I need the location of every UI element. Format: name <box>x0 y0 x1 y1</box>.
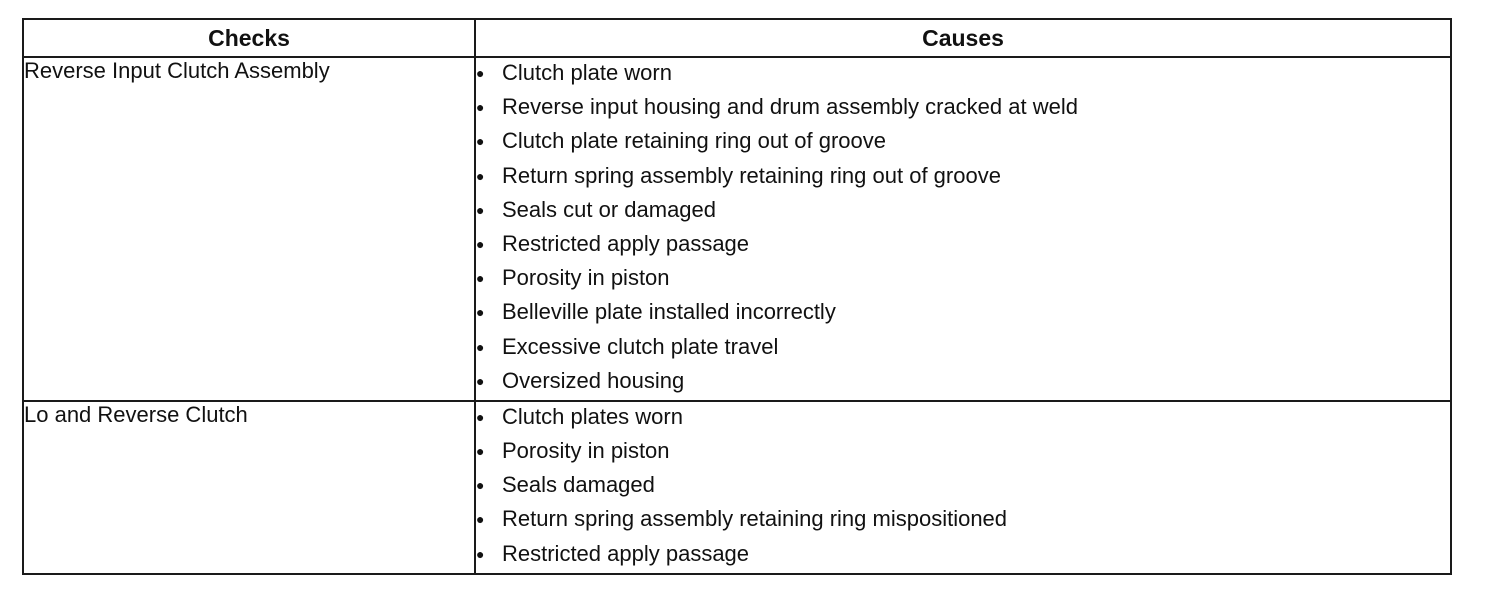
list-item <box>476 229 1450 263</box>
list-item <box>476 402 1450 436</box>
list-item <box>476 195 1450 229</box>
list-item <box>476 297 1450 331</box>
bullet-icon: ● <box>476 167 485 184</box>
cause-text: Oversized housing <box>502 367 685 393</box>
list-item <box>476 366 1450 400</box>
table-row <box>23 57 1451 401</box>
cause-text: Clutch plate retaining ring out of groove <box>502 128 887 154</box>
list-item <box>476 436 1450 470</box>
cause-text: Porosity in piston <box>502 265 670 291</box>
bullet-icon: ● <box>476 511 485 528</box>
bullet-icon: ● <box>476 235 485 252</box>
bullet-icon: ● <box>476 304 485 321</box>
cause-text: Excessive clutch plate travel <box>502 333 779 359</box>
causes-column-header: Causes <box>475 19 1451 57</box>
cause-text: Clutch plate worn <box>502 60 672 85</box>
cause-list <box>476 402 1450 573</box>
cause-text: Clutch plates worn <box>502 403 683 429</box>
bullet-icon: ● <box>476 201 485 218</box>
cause-text: Restricted apply passage <box>502 230 750 256</box>
bullet-icon: ● <box>476 338 485 355</box>
check-cell-lo-and-reverse-clutch: Lo and Reverse Clutch <box>23 401 475 574</box>
cause-text: Restricted apply passage <box>502 540 750 566</box>
bullet-icon: ● <box>476 133 485 150</box>
bullet-icon: ● <box>476 372 485 389</box>
list-item <box>476 263 1450 297</box>
list-item <box>476 126 1450 160</box>
bullet-icon: ● <box>476 408 485 425</box>
diagnosis-table <box>22 18 1452 575</box>
bullet-icon: ● <box>476 443 485 460</box>
cause-text: Seals damaged <box>502 472 655 498</box>
cause-text: Seals cut or damaged <box>502 196 717 222</box>
list-item <box>476 332 1450 366</box>
bullet-icon: ● <box>476 477 485 494</box>
cause-text: Return spring assembly retaining ring out of groove <box>502 162 1001 188</box>
list-item <box>476 539 1450 573</box>
cause-text: Porosity in piston <box>502 438 670 464</box>
bullet-icon: ● <box>476 65 485 81</box>
causes-cell <box>475 401 1451 574</box>
cause-text: Return spring assembly retaining ring mispositioned <box>502 506 1008 532</box>
list-item <box>476 504 1450 538</box>
checks-column-header: Checks <box>23 19 475 57</box>
cause-text: Belleville plate installed incorrectly <box>502 299 836 325</box>
check-cell-reverse-input-clutch: Reverse Input Clutch Assembly <box>23 57 475 401</box>
bullet-icon: ● <box>476 545 485 562</box>
list-item <box>476 92 1450 126</box>
list-item <box>476 58 1450 92</box>
table-row <box>23 401 1451 574</box>
bullet-icon: ● <box>476 270 485 287</box>
cause-list <box>476 58 1450 400</box>
bullet-icon: ● <box>476 99 485 116</box>
cause-text: Reverse input housing and drum assembly cracked at weld <box>502 94 1078 120</box>
list-item <box>476 470 1450 504</box>
header-row <box>23 19 1451 57</box>
list-item <box>476 161 1450 195</box>
causes-cell <box>475 57 1451 401</box>
